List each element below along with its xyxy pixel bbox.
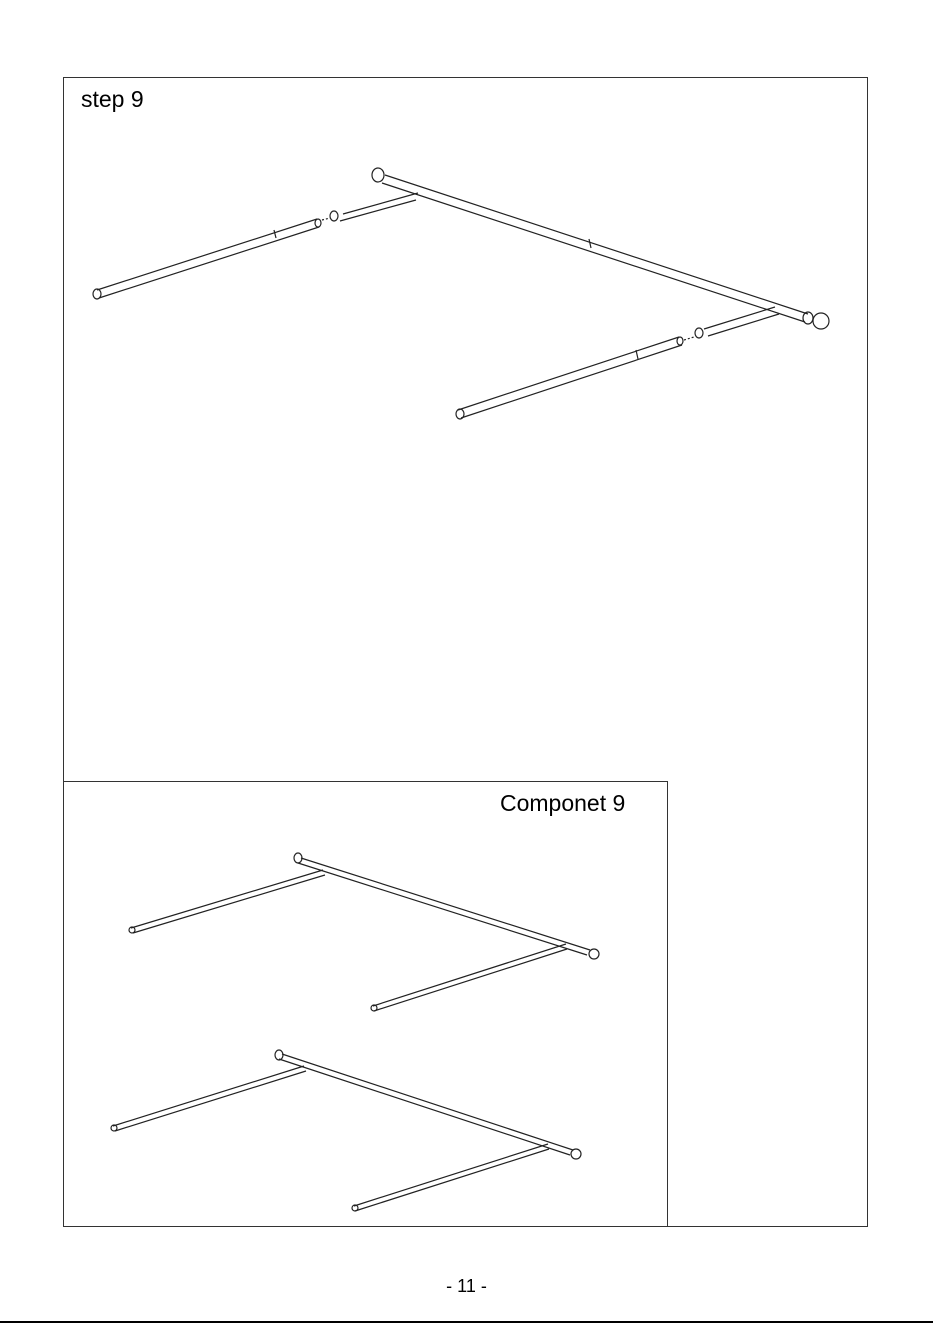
component-panel (63, 781, 668, 1227)
exploded-frame-drawing (93, 168, 829, 419)
step-title: step 9 (81, 86, 144, 112)
page-number: - 11 - (446, 1276, 487, 1296)
component-title: Componet 9 (500, 790, 626, 816)
bottom-rule (0, 1321, 933, 1323)
